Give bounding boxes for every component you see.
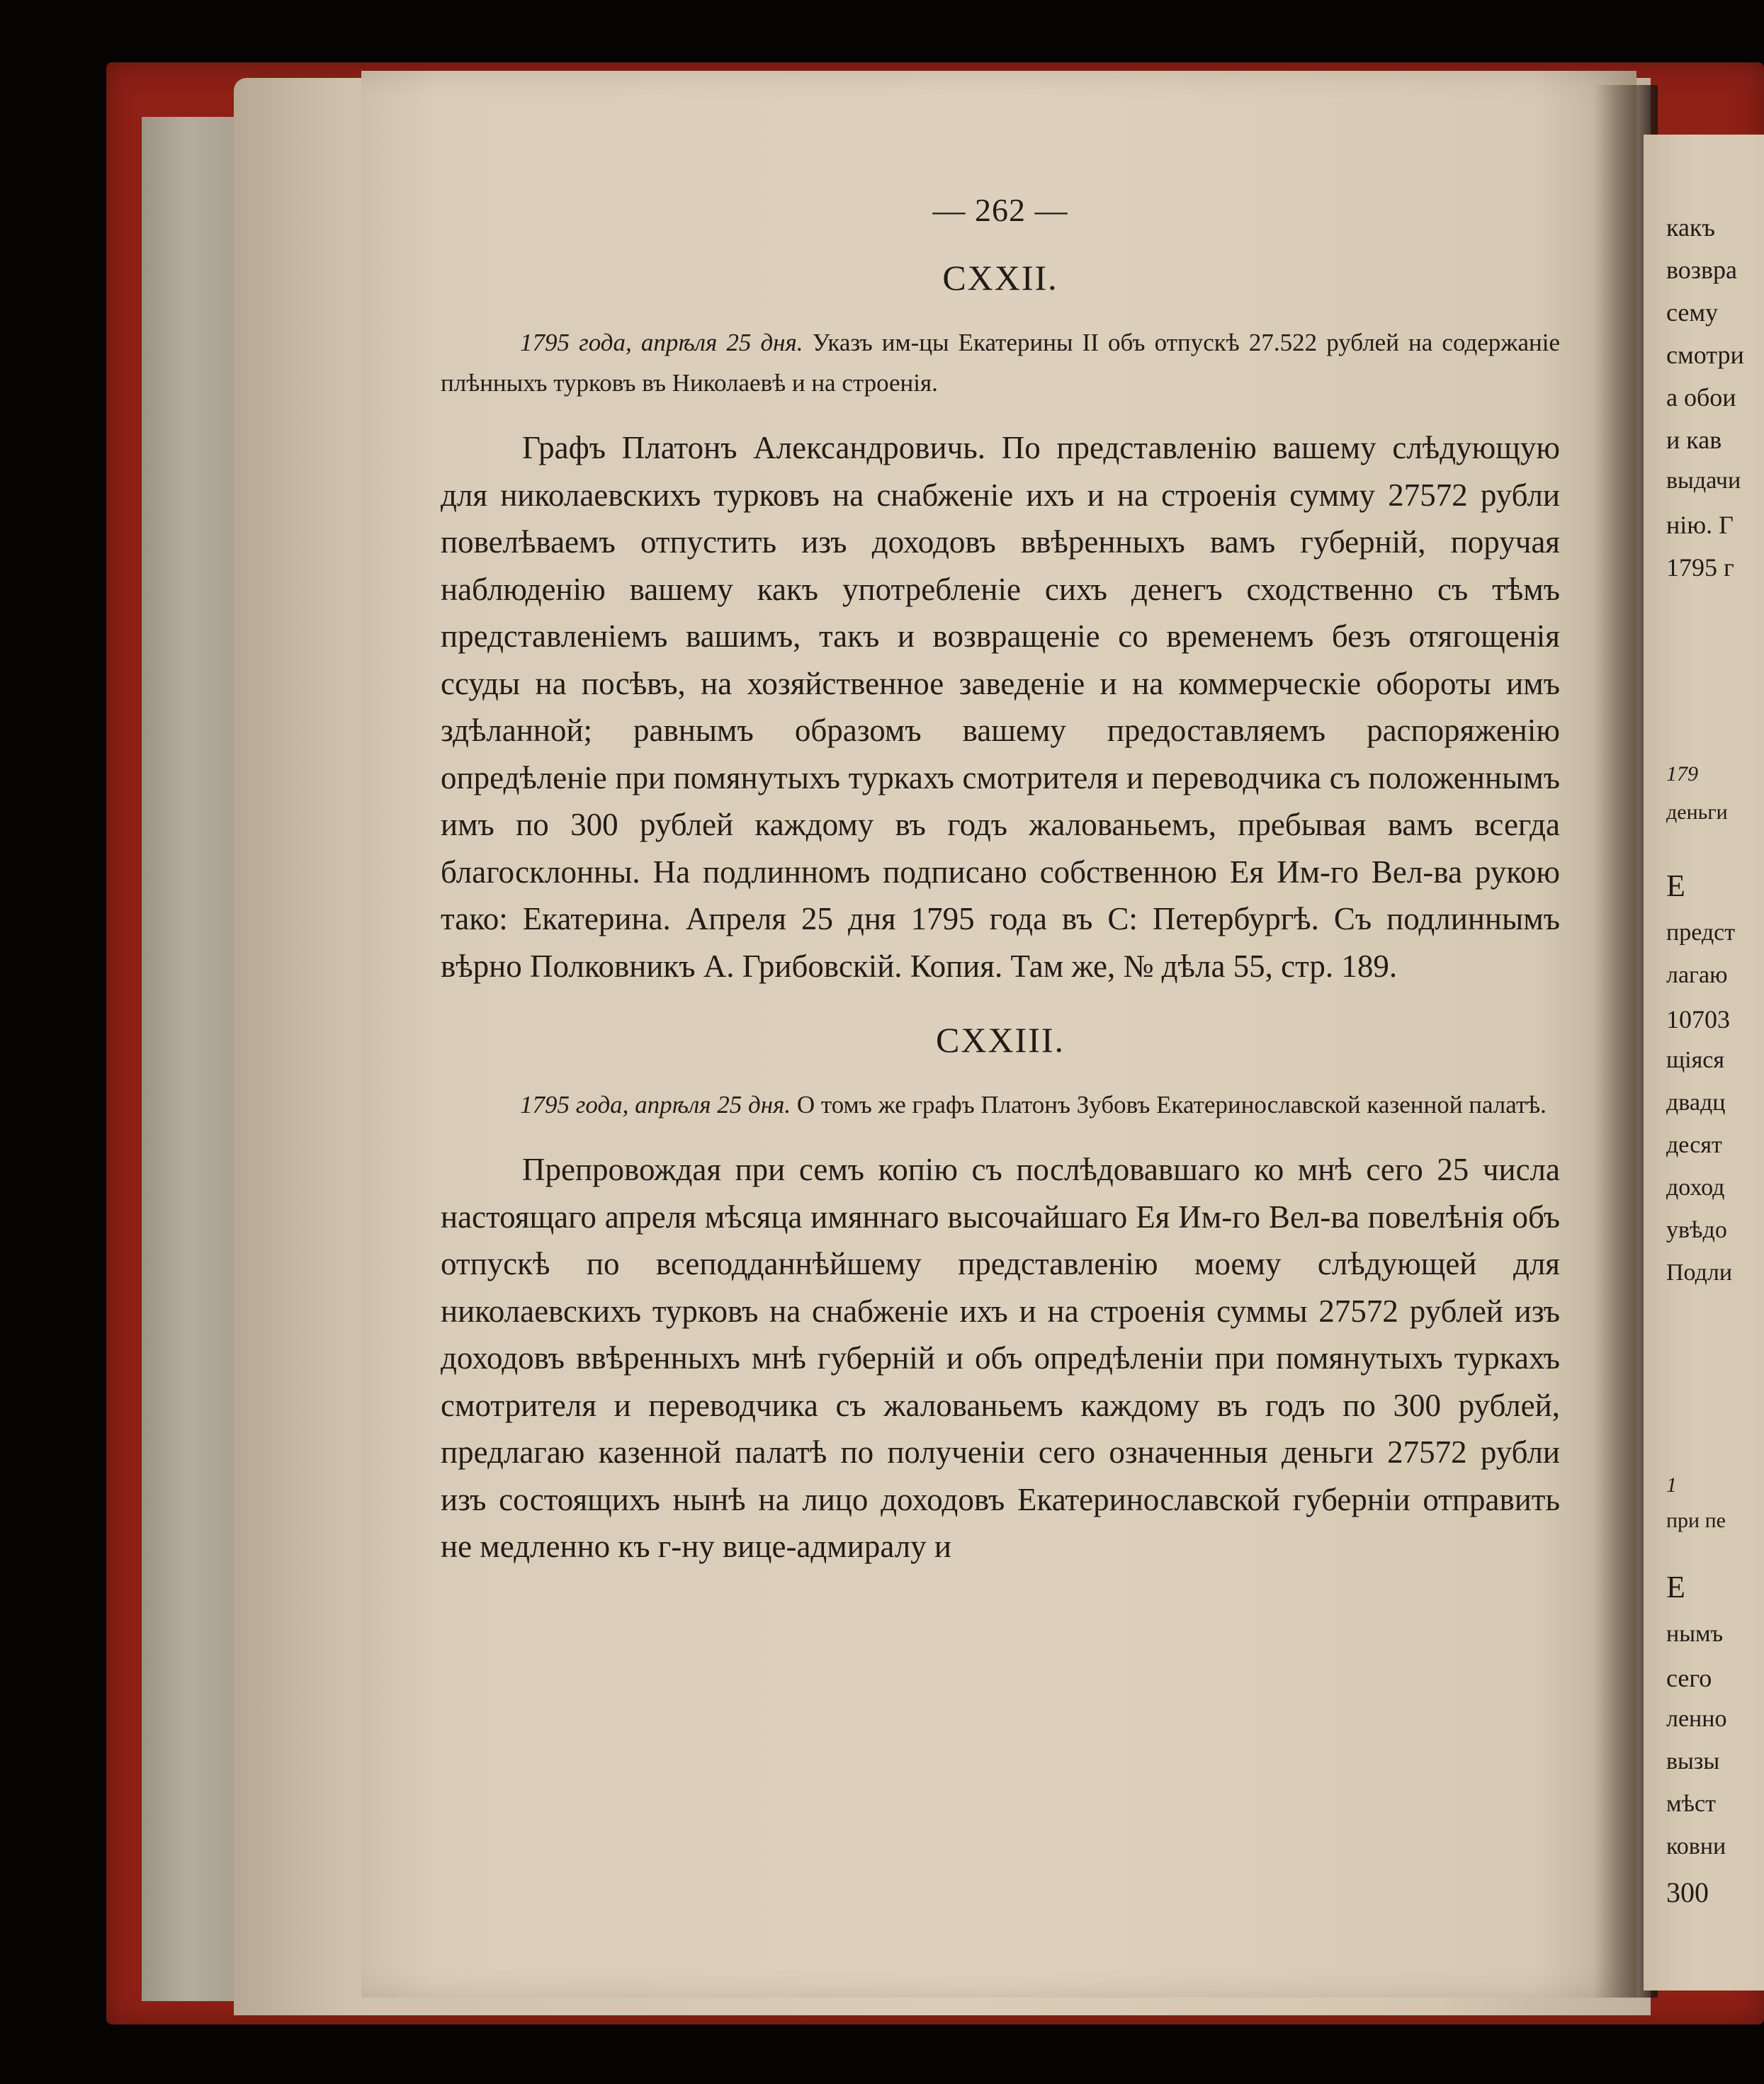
right-page-line-fragment: 10703 <box>1666 1005 1730 1033</box>
right-page-line-fragment: нію. Г <box>1666 511 1734 539</box>
right-page-line-fragment: а обои <box>1666 383 1736 412</box>
document-body-2: Препровождая при семъ копію съ послѣдовавшаго ко мнѣ сего 25 числа настоящаго апреля мѣсяца имяннаго высочайшаго Ея Им-го Вел-ва повелѣнія объ отпускѣ по всеподданнѣйшему представленію моему слѣдующей для николаевскихъ турковъ на снабженіе ихъ и на строенія суммы 27572 рублей изъ доходовъ ввѣренныхъ мнѣ губерній и объ опредѣленіи при помянутыхъ туркахъ смотрителя и переводчика съ жалованьемъ каждому въ годъ по 300 рублей, предлагаю казенной палатѣ по полученіи сего означенныя деньги 27572 рубли изъ состоящихъ нынѣ на лицо доходовъ Екатеринославской губерніи отправить не медленно къ г-ну вице-адмиралу и <box>441 1152 1560 1564</box>
section-gap <box>441 990 1560 1019</box>
right-page-line-fragment: деньги <box>1666 800 1728 824</box>
right-page-line-fragment: при пе <box>1666 1509 1726 1532</box>
right-page-line-fragment: Е <box>1666 868 1685 903</box>
right-page-line-fragment: лагаю <box>1666 962 1728 988</box>
right-page-line-fragment: смотри <box>1666 341 1744 369</box>
right-page-line-fragment: выдачи <box>1666 468 1741 494</box>
left-page-text <box>441 191 1560 1570</box>
summary-text-1: Указъ им-цы Екатерины II объ отпускѣ 27.522 рублей на содержаніе плѣнныхъ турковъ въ Николаевѣ и на строенія. <box>441 329 1560 397</box>
summary-text-2: О томъ же графъ Платонъ Зубовъ Екатеринославской казенной палатѣ. <box>791 1091 1547 1119</box>
right-page-line-fragment: возвра <box>1666 256 1737 284</box>
right-page-line-fragment: сего <box>1666 1664 1712 1692</box>
right-page-line-fragment: 300 <box>1666 1876 1709 1908</box>
page-number: — 262 — <box>932 192 1068 228</box>
right-page-line-fragment: Е <box>1666 1570 1685 1604</box>
document-summary-2 <box>441 1085 1560 1125</box>
right-page-line-fragment: сему <box>1666 298 1719 327</box>
right-page-line-fragment: двадц <box>1666 1089 1726 1116</box>
right-page-line-fragment: десят <box>1666 1132 1722 1158</box>
summary-date-2: 1795 года, апрѣля 25 дня. <box>520 1091 791 1119</box>
right-page-line-fragment: 1795 г <box>1666 553 1734 582</box>
summary-date-1: 1795 года, апрѣля 25 дня. <box>520 329 803 356</box>
right-page-line-fragment: 179 <box>1666 762 1698 786</box>
document-summary-1 <box>441 322 1560 403</box>
right-page-line-fragment: 1 <box>1666 1473 1677 1497</box>
document-heading-1: CXXII. <box>942 258 1058 298</box>
right-page-line-fragment: Подли <box>1666 1259 1733 1286</box>
right-page-line-fragment: какъ <box>1666 213 1716 242</box>
right-page-line-fragment: ленно <box>1666 1706 1727 1732</box>
right-page-line-fragment: вызы <box>1666 1748 1720 1774</box>
right-page-line-fragment: и кав <box>1666 426 1722 454</box>
right-page-line-fragment: щіяся <box>1666 1047 1724 1073</box>
right-page-line-fragment: предст <box>1666 919 1736 946</box>
right-page-line-fragment: нымъ <box>1666 1621 1724 1647</box>
document-heading-2: CXXIII. <box>935 1020 1065 1060</box>
right-page-line-fragment: мѣст <box>1666 1791 1716 1817</box>
right-page-line-fragment: увѣдо <box>1666 1217 1727 1243</box>
document-body-1: Графъ Платонъ Александровичь. По представленію вашему слѣдующую для николаевскихъ турковъ на снабженіе ихъ и на строенія сумму 27572 рубли повелѣваемъ отпустить изъ доходовъ ввѣренныхъ вамъ губерній, поручая наблюденію вашему какъ употребленіе сихъ денегъ сходственно съ тѣмъ представленіемъ вашимъ, такъ и возвращеніе со временемъ безъ отягощенія ссуды на посѣвъ, на хозяйственное заведеніе и на коммерческіе обороты имъ здѣланной; равнымъ образомъ вашему предоставляемъ распоряженію опредѣленіе при помянутыхъ туркахъ смотрителя и переводчика съ положеннымъ имъ по 300 рублей каждому въ годъ жалованьемъ, пребывая вамъ всегда благосклонны. На подлинномъ подписано собственною Ея Им-го Вел-ва рукою тако: Екатерина. Апреля 25 дня 1795 года въ С: Петербургѣ. Съ подлиннымъ вѣрно Полковникъ А. Грибовскій. Копия. Там же, № дѣла 55, стр. 189. <box>441 430 1560 984</box>
right-page-line-fragment: ковни <box>1666 1833 1726 1859</box>
right-page-line-fragment: доход <box>1666 1174 1725 1201</box>
